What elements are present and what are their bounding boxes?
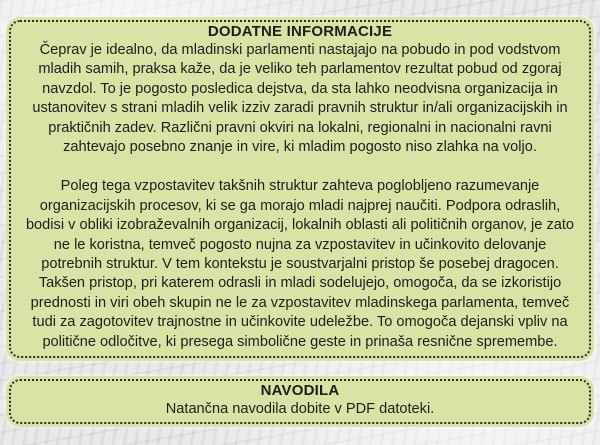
instructions-box	[6, 376, 594, 427]
instructions-title: NAVODILA	[260, 382, 340, 399]
instructions-text: Natančna navodila dobite v PDF datoteki.	[165, 401, 435, 417]
additional-info-title: DODATNE INFORMACIJE	[207, 23, 393, 40]
additional-info-paragraph-1: Čeprav je idealno, da mladinski parlamenti nastajajo na pobudo in pod vodstvom mladih samih, praksa kaže, da je veliko teh parlamentov rezultat pobud od zgoraj navzdol. To je pogosto posledica dejstva, da sta lahko neodvisna organizacija in ustanovitev s strani mladih velik izziv zaradi pravnih struktur in/ali organizacijskih in praktičnih zadev. Različni pravni okviri na lokalni, regionalni in nacionalni ravni zahtevajo posebno znanje in vire, ki mladim pogosto niso zlahka na voljo.	[32, 42, 568, 156]
additional-info-box	[6, 17, 594, 361]
additional-info-paragraph-2: Poleg tega vzpostavitev takšnih struktur zahteva poglobljeno razumevanje organizacijskih procesov, ki se ga morajo mladi najprej naučiti. Podpora odraslih, bodisi v obliki izobraževalnih organizacij, lokalnih oblasti ali političnih organov, je zato ne le koristna, temveč pogosto nujna za vzpostavitev in učinkovito delovanje potrebnih struktur. V tem kontekstu je soustvarjalni pristop še posebej dragocen. Takšen pristop, pri katerem odrasli in mladi sodelujejo, omogoča, da se izkoristijo prednosti in viri obeh skupin ne le za vzpostavitev mladinskega parlamenta, temveč tudi za zagotovitev trajnostne in učinkovite udeležbe. To omogoča dejanski vpliv na politične odločitve, ki presega simbolične geste in prinaša resnične spremembe.	[25, 178, 575, 350]
paragraph-spacer	[22, 157, 578, 177]
